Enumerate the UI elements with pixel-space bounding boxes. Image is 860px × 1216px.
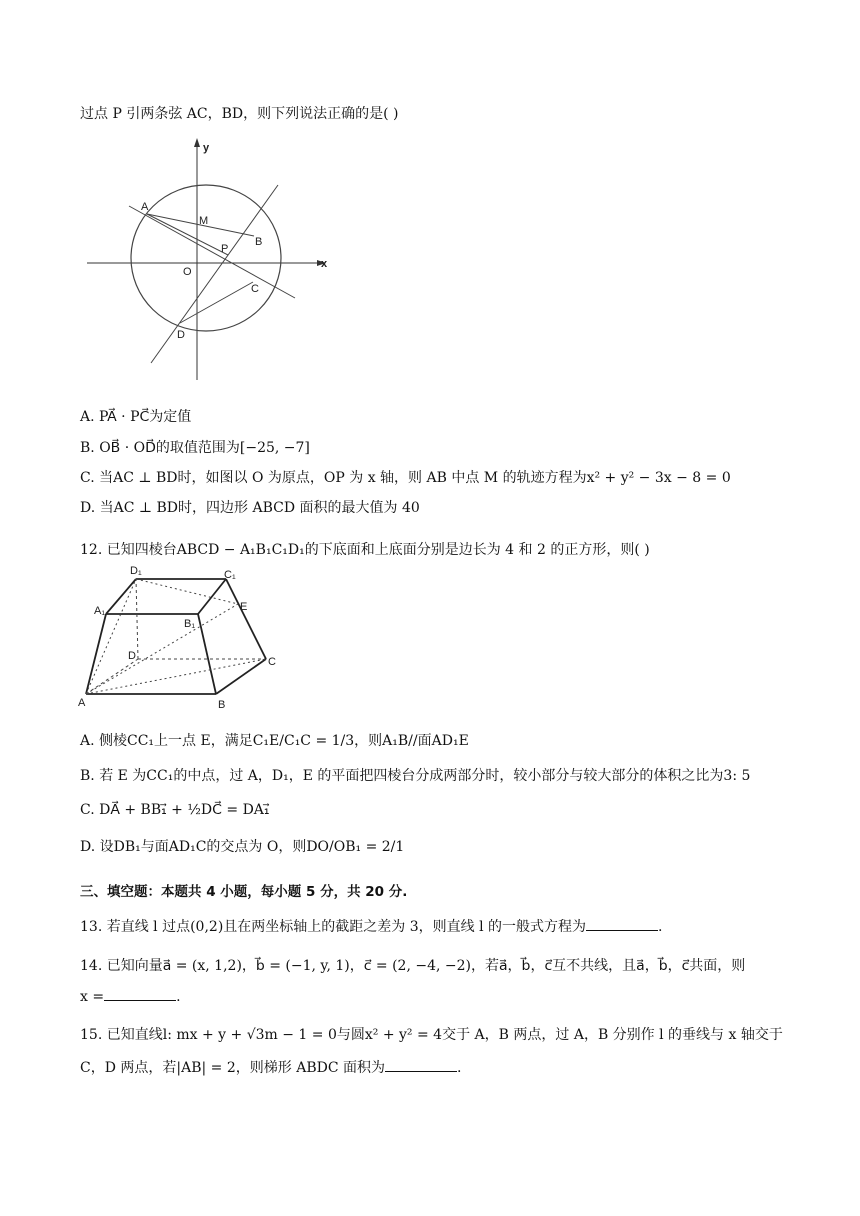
q11-figure — [85, 135, 335, 385]
label-A: A — [141, 201, 149, 213]
label-C1: C₁ — [224, 569, 236, 581]
q14-line2 — [80, 986, 181, 1006]
q15-end: . — [457, 1060, 462, 1076]
q14-end: . — [176, 989, 181, 1005]
q12-figure — [78, 562, 283, 712]
q11-option-c: C. 当AC ⊥ BD时，如图以 O 为原点，OP 为 x 轴，则 AB 中点 M 的轨迹方程为x² + y² − 3x − 8 = 0 — [80, 470, 731, 486]
q15-prefix: C，D 两点，若|AB| = 2，则梯形 ABDC 面积为 — [80, 1060, 385, 1076]
chord-BD-ext — [151, 185, 278, 363]
q14-answer-blank[interactable] — [104, 986, 176, 1001]
label-O: O — [183, 266, 192, 278]
q12-stem: 12. 已知四棱台ABCD − A₁B₁C₁D₁的下底面和上底面分别是边长为 4 和 2 的正方形，则( ) — [80, 542, 650, 558]
section3-heading: 三、填空题：本题共 4 小题，每小题 5 分，共 20 分. — [80, 884, 408, 900]
q12-option-a: A. 侧棱CC₁上一点 E，满足C₁E/C₁C = 1/3，则A₁B//面AD₁E — [80, 733, 469, 749]
label-C: C — [268, 656, 276, 668]
line-D-C — [180, 282, 253, 323]
label-D: D — [128, 650, 136, 662]
y-axis-arrow — [194, 138, 200, 147]
q14-line1: 14. 已知向量a⃗ = (x, 1,2)，b⃗ = (−1, y, 1)，c⃗ = (2, −4, −2)，若a⃗，b⃗，c⃗互不共线，且a⃗，b⃗，c⃗共面，则 — [80, 958, 746, 974]
label-y: y — [203, 142, 210, 154]
label-M: M — [199, 215, 209, 227]
label-B: B — [218, 699, 226, 711]
label-B: B — [255, 236, 263, 248]
label-x: x — [321, 258, 328, 270]
label-B1: B₁ — [184, 618, 196, 630]
q12-option-b: B. 若 E 为CC₁的中点，过 A，D₁，E 的平面把四棱台分成两部分时，较小部分与较大部分的体积之比为3: 5 — [80, 768, 751, 784]
q15-line1: 15. 已知直线l: mx + y + √3m − 1 = 0与圆x² + y² = 4交于 A，B 两点，过 A，B 分别作 l 的垂线与 x 轴交于 — [80, 1027, 783, 1043]
circle — [131, 185, 281, 331]
q13-answer-blank[interactable] — [586, 916, 658, 931]
label-C: C — [251, 283, 259, 295]
q15-line2 — [80, 1057, 461, 1077]
label-E: E — [240, 601, 248, 613]
q11-option-b: B. OB⃗ · OD⃗的取值范围为[−25, −7] — [80, 440, 310, 456]
q12-option-d: D. 设DB₁与面AD₁C的交点为 O，则DO/OB₁ = 2/1 — [80, 839, 405, 855]
q14-prefix: x = — [80, 989, 105, 1005]
line-A-P — [147, 214, 228, 255]
label-P: P — [221, 243, 229, 255]
label-D1: D₁ — [130, 565, 142, 577]
q11-stem: 过点 P 引两条弦 AC，BD，则下列说法正确的是( ) — [80, 106, 399, 122]
q15-answer-blank[interactable] — [385, 1057, 457, 1072]
q11-option-a: A. PA⃗ · PC⃗为定值 — [80, 409, 192, 425]
q11-option-d: D. 当AC ⊥ BD时，四边形 ABCD 面积的最大值为 40 — [80, 500, 420, 516]
label-D: D — [177, 329, 185, 341]
label-A1: A₁ — [94, 605, 106, 617]
q13-text: 13. 若直线 l 过点(0,2)且在两坐标轴上的截距之差为 3，则直线 l 的一般式方程为 — [80, 919, 587, 935]
q13 — [80, 916, 662, 936]
q12-option-c: C. DA⃗ + BB₁⃗ + ½DC⃗ = DA₁⃗ — [80, 802, 270, 818]
label-A: A — [78, 697, 86, 709]
q13-end: . — [658, 919, 663, 935]
